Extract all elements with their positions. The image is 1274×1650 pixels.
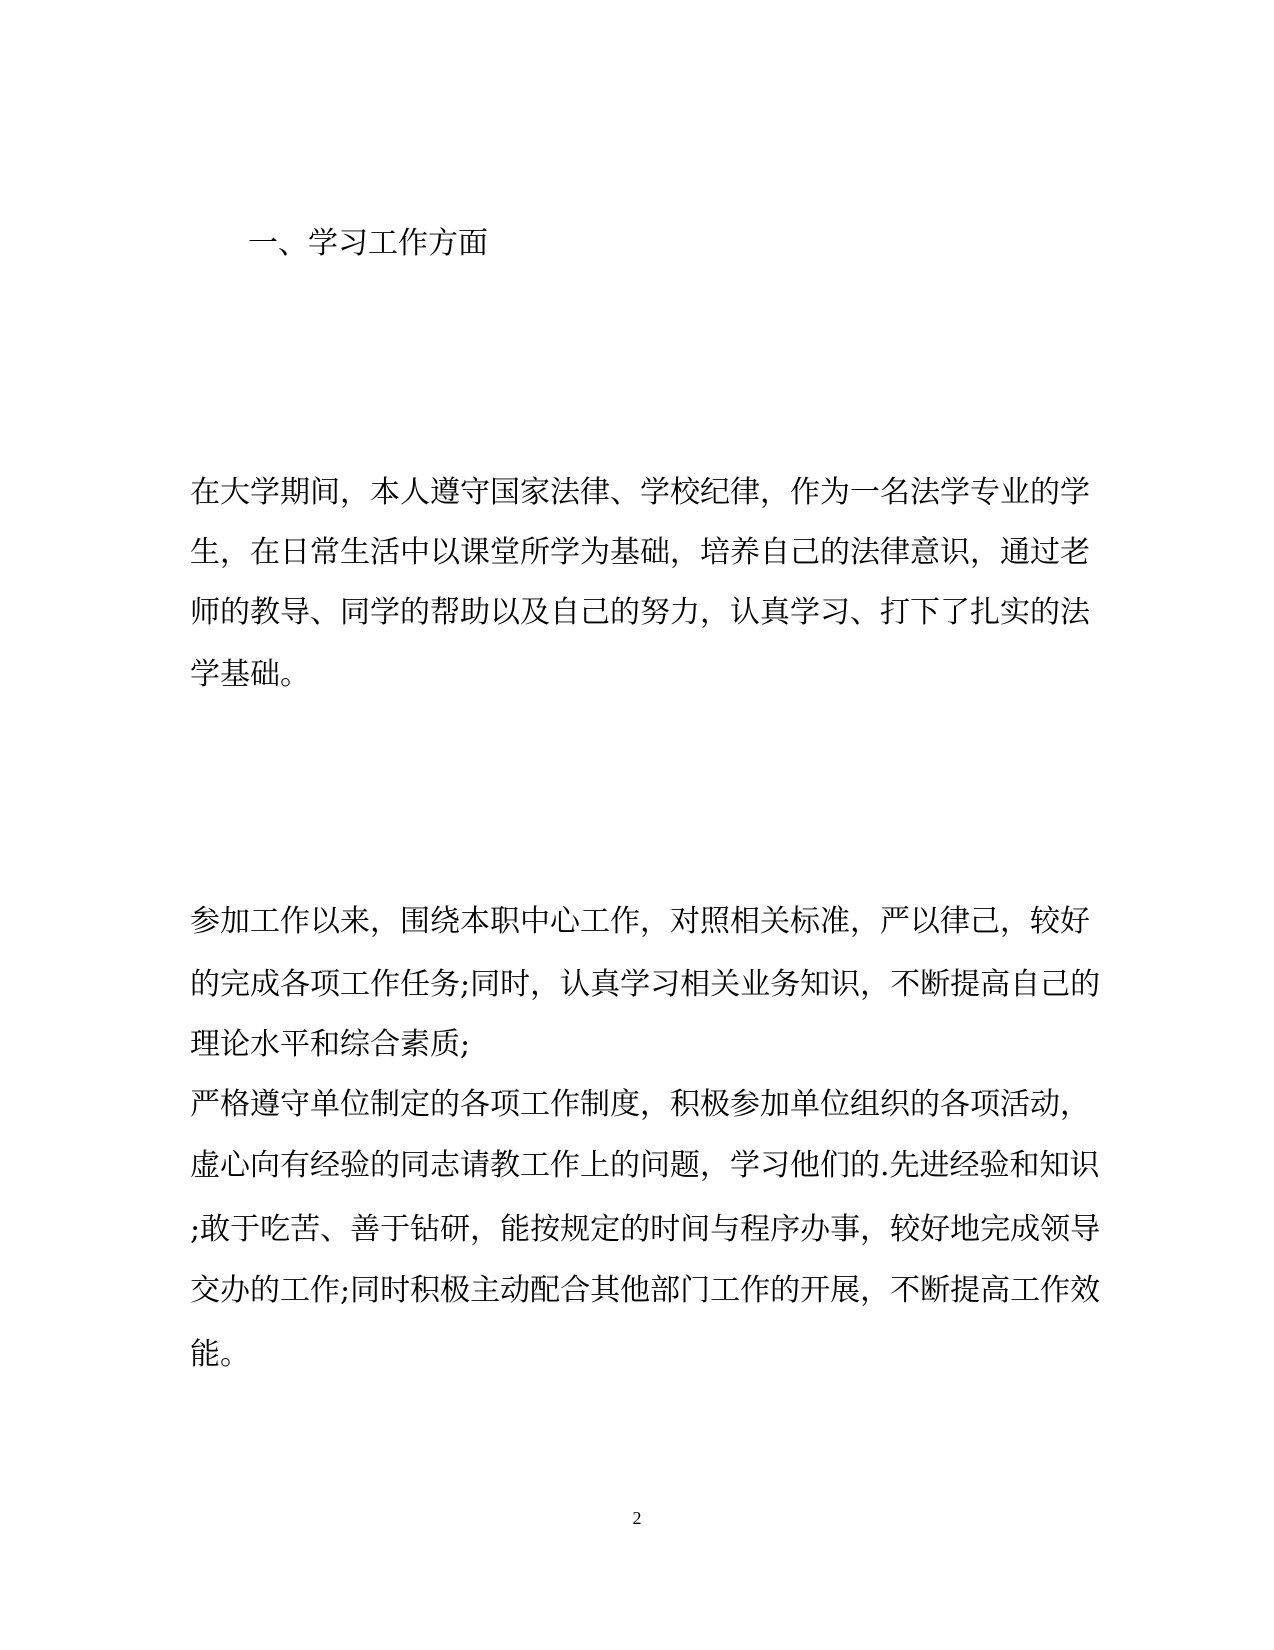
paragraph-line: 的完成各项工作任务;同时，认真学习相关业务知识，不断提高自己的 <box>190 967 1101 1002</box>
paragraph-line: 生，在日常生活中以课堂所学为基础，培养自己的法律意识，通过老 <box>190 535 1090 570</box>
section-heading: 一、学习工作方面 <box>248 226 488 261</box>
paragraph-line: 参加工作以来，围绕本职中心工作，对照相关标准，严以律己，较好 <box>190 904 1090 939</box>
paragraph-line: 在大学期间，本人遵守国家法律、学校纪律，作为一名法学专业的学 <box>190 475 1090 510</box>
paragraph-line: 学基础。 <box>190 657 310 692</box>
paragraph-line: 虚心向有经验的同志请教工作上的问题，学习他们的.先进经验和知识 <box>190 1148 1100 1183</box>
paragraph-line: ;敢于吃苦、善于钻研，能按规定的时间与程序办事，较好地完成领导 <box>190 1212 1101 1247</box>
paragraph-line: 严格遵守单位制定的各项工作制度，积极参加单位组织的各项活动， <box>190 1087 1090 1122</box>
paragraph-line: 师的教导、同学的帮助以及自己的努力，认真学习、打下了扎实的法 <box>190 595 1090 630</box>
paragraph-line: 理论水平和综合素质; <box>190 1027 471 1062</box>
paragraph-line: 能。 <box>190 1337 250 1372</box>
paragraph-line: 交办的工作;同时积极主动配合其他部门工作的开展，不断提高工作效 <box>190 1273 1101 1308</box>
page-number: 2 <box>632 1508 642 1528</box>
